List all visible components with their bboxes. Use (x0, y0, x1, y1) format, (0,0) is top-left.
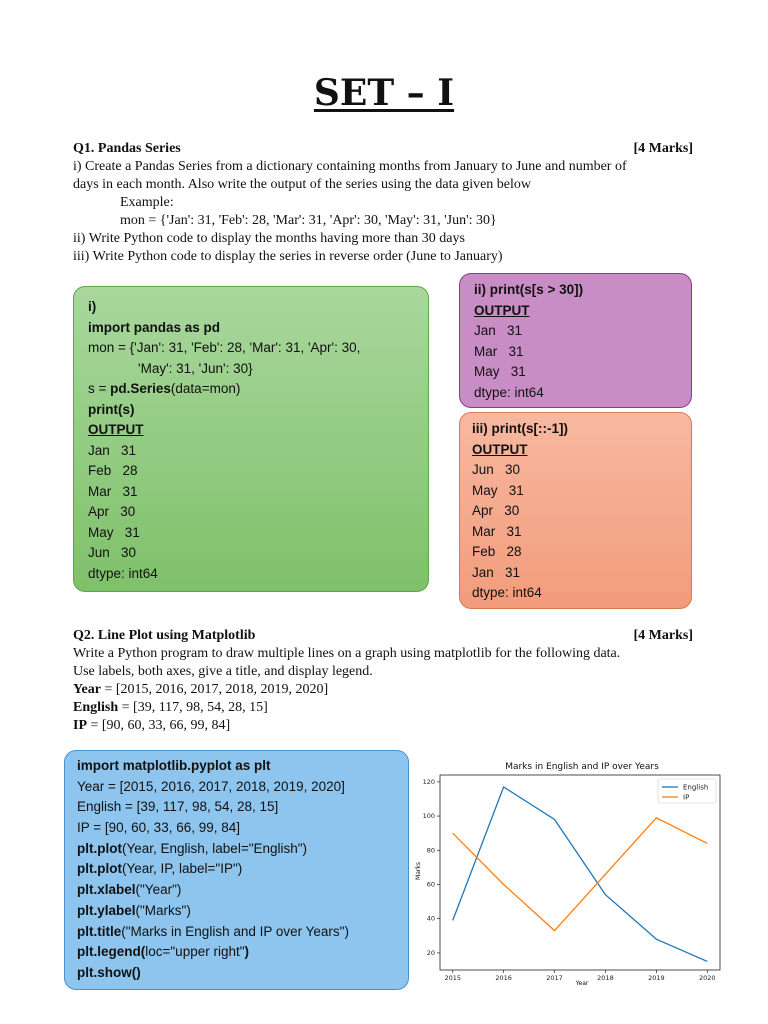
answer-box-i (73, 286, 429, 592)
code-func: plt.title (77, 923, 122, 939)
x-tick-label: 2016 (495, 974, 512, 982)
output-row: May 31 (472, 482, 524, 498)
output-row: Mar 31 (474, 343, 524, 359)
code-line: mon = {'Jan': 31, 'Feb': 28, 'Mar': 31, 'Apr': 30, (88, 340, 361, 355)
code-text: (Year, IP, label="IP") (121, 861, 243, 877)
y-tick-label: 100 (422, 812, 435, 821)
code-func: pd.Series (110, 381, 171, 396)
code-text: ("Marks in English and IP over Years") (121, 923, 349, 939)
code-text: (data=mon) (170, 381, 241, 396)
box-i-label: i) (88, 299, 97, 314)
line-chart (416, 745, 726, 985)
code-line (77, 901, 408, 922)
x-tick-label: 2020 (698, 974, 716, 982)
q2-english-label: English (73, 700, 119, 715)
q2-data-english (73, 699, 698, 717)
x-tick-label: 2017 (546, 974, 563, 982)
output-label: OUTPUT (88, 422, 144, 437)
code-line: 'May': 31, 'Jun': 30} (138, 360, 253, 376)
code-line (88, 379, 428, 400)
chart-x-label: Year (575, 980, 589, 987)
q1-line: i) Create a Pandas Series from a dictionary containing months from January to June and number of (73, 159, 627, 174)
code-line (77, 922, 408, 943)
dtype-line: dtype: int64 (472, 585, 542, 600)
code-line (77, 859, 408, 880)
chart-title: Marks in English and IP over Years (505, 762, 659, 772)
y-tick-label: 40 (426, 914, 435, 923)
q1-line: mon = {'Jan': 31, 'Feb': 28, 'Mar': 31, 'Apr': 30, 'May': 31, 'Jun': 30} (120, 213, 497, 228)
code-text: (Year, English, label="English") (121, 840, 308, 856)
output-row: Mar 31 (472, 523, 522, 539)
q2-heading-row (73, 628, 693, 644)
x-tick-label: 2018 (597, 974, 614, 982)
x-tick-label: 2019 (648, 974, 665, 982)
q2-data-ip (73, 717, 698, 735)
code-line: plt.show() (77, 964, 141, 980)
q2-ip-value: = [90, 60, 33, 66, 99, 84] (87, 718, 231, 733)
output-label: OUTPUT (474, 302, 530, 318)
q2-heading: Q2. Line Plot using Matplotlib (73, 628, 256, 643)
code-line: ii) print(s[s > 30]) (474, 282, 584, 297)
q1-line: iii) Write Python code to display the series in reverse order (June to January) (73, 249, 503, 264)
code-func: plt.plot (77, 861, 122, 877)
code-line: iii) print(s[::-1]) (472, 421, 568, 436)
code-line (77, 839, 408, 860)
code-func: plt.ylabel (77, 902, 136, 918)
x-tick-label: 2015 (444, 974, 462, 982)
output-row: Jan 31 (472, 564, 521, 580)
y-tick-label: 20 (426, 948, 435, 957)
code-func: plt.plot (77, 840, 122, 856)
legend-label-ip: IP (683, 793, 690, 802)
code-text: ("Year") (135, 882, 182, 898)
output-row: Feb 28 (88, 463, 138, 478)
q1-heading-row (73, 141, 693, 157)
output-row: May 31 (474, 364, 526, 379)
code-box-q2 (64, 750, 409, 990)
output-label: OUTPUT (472, 441, 528, 457)
page-title: SET – I (313, 72, 455, 114)
output-row: Jan 31 (88, 442, 137, 458)
code-text: loc="upper right" (145, 944, 245, 960)
q1-marks: [4 Marks] (633, 141, 693, 156)
code-line: import matplotlib.pyplot as plt (77, 758, 271, 773)
legend-label-english: English (683, 783, 709, 792)
chart-y-label: Marks (415, 862, 422, 880)
q2-year-label: Year (73, 682, 101, 697)
q2-marks: [4 Marks] (633, 628, 693, 643)
q2-line: Use labels, both axes, give a title, and display legend. (73, 664, 373, 679)
q1-line: days in each month. Also write the output of the series using the data given below (73, 177, 532, 192)
output-row: Feb 28 (472, 544, 522, 559)
answer-box-ii (459, 273, 692, 408)
code-line: IP = [90, 60, 33, 66, 99, 84] (77, 820, 241, 836)
q1-line: Example: (120, 195, 174, 210)
code-line: English = [39, 117, 98, 54, 28, 15] (77, 799, 279, 815)
code-line: print(s) (88, 401, 135, 417)
code-func: plt.legend( (77, 944, 146, 960)
q2-data-year (73, 681, 698, 699)
output-row: May 31 (88, 524, 140, 540)
code-line: import pandas as pd (88, 319, 221, 335)
answer-box-iii (459, 412, 692, 609)
output-row: Mar 31 (88, 483, 138, 499)
output-row: Apr 30 (472, 503, 520, 518)
code-func: plt.xlabel (77, 882, 136, 898)
dtype-line: dtype: int64 (88, 565, 158, 581)
q2-line: Write a Python program to draw multiple lines on a graph using matplotlib for the following data. (73, 646, 621, 661)
code-func: ) (244, 944, 250, 960)
q2-ip-label: IP (73, 718, 87, 733)
q2-english-value: = [39, 117, 98, 54, 28, 15] (118, 700, 268, 715)
output-row: Apr 30 (88, 504, 136, 519)
output-row: Jan 31 (474, 323, 523, 338)
code-line (77, 942, 408, 963)
code-text: s = (88, 381, 111, 396)
y-tick-label: 80 (426, 846, 435, 855)
q1-heading: Q1. Pandas Series (73, 141, 181, 156)
code-line (77, 880, 408, 901)
q1-line: ii) Write Python code to display the months having more than 30 days (73, 231, 465, 246)
output-row: Jun 30 (88, 545, 137, 560)
line-chart-svg (416, 745, 726, 985)
dtype-line: dtype: int64 (474, 384, 544, 400)
y-tick-label: 60 (426, 880, 435, 889)
code-line: Year = [2015, 2016, 2017, 2018, 2019, 2020] (77, 778, 345, 794)
code-text: ("Marks") (135, 902, 191, 918)
q2-year-value: = [2015, 2016, 2017, 2018, 2019, 2020] (101, 682, 329, 697)
output-row: Jun 30 (472, 462, 521, 477)
chart-legend (658, 779, 716, 803)
y-tick-label: 120 (422, 777, 435, 786)
